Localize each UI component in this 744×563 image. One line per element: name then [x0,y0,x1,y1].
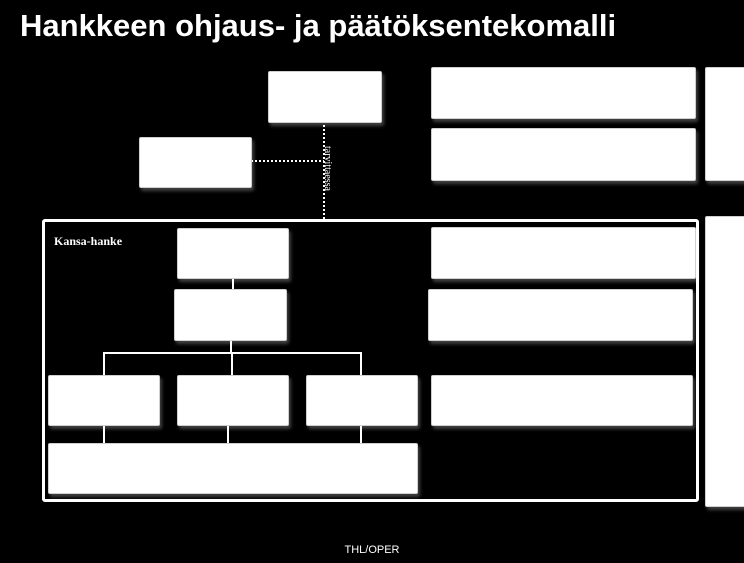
work-group-box-3 [306,375,418,426]
project-box-top [177,228,289,279]
page-title: Hankkeen ohjaus- ja päätöksentekomalli [20,8,617,43]
work-group-box-1 [48,375,160,426]
steering-box [268,71,382,123]
bottom-wide-box [48,443,418,494]
right-edge-box-top [705,67,744,181]
work-group-box-2 [177,375,289,426]
project-frame-label: Kansa-hanke [54,234,123,248]
desc-box-2 [431,128,696,181]
side-box [139,137,252,188]
footer-label: THL/OPER [344,544,400,556]
desc-box-5 [431,375,693,426]
connector-note: tarvittaessa [322,146,333,191]
desc-box-1 [431,67,696,119]
desc-box-4 [428,289,693,341]
right-edge-box-bottom [705,216,744,507]
desc-box-3 [431,227,696,279]
project-box-mid [174,289,287,341]
